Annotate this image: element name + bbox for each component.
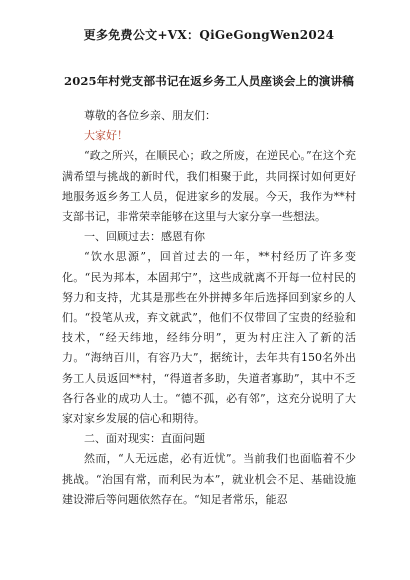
salutation: 尊敬的各位乡亲、朋友们： bbox=[84, 109, 216, 122]
paragraph-intro: “政之所兴，在顺民心；政之所废，在逆民心。”在这个充满希望与挑战的新时代，我们相聚于此，共同探讨如何更好地服务返乡务工人员，促进家乡的发展。今天，我作为**村支部书记，非常荣幸能够在这里与大家分享一些想法。 bbox=[62, 149, 356, 224]
document-title: 2025年村党支部书记在返乡务工人员座谈会上的演讲稿 bbox=[64, 74, 354, 88]
greeting: 大家好！ bbox=[84, 129, 128, 143]
section-heading-review: 一、回顾过去：感恩有你 bbox=[84, 230, 205, 244]
promo-banner: 更多免费公文+VX：QiGeGongWen2024 bbox=[83, 28, 335, 42]
section-heading-reality: 二、面对现实：直面问题 bbox=[84, 432, 205, 446]
paragraph-reality: 然而，“人无远虑，必有近忧”。当前我们也面临着不少挑战。“治国有常，而利民为本”，就业机会不足、基础设施建设滞后等问题依然存在。“知足者常乐，能忍 bbox=[62, 452, 356, 506]
paragraph-review: “饮水思源”，回首过去的一年，**村经历了许多变化。“民为邦本，本固邦宁”，这些成就离不开每一位村民的努力和支持，尤其是那些在外拼搏多年后选择回到家乡的人们。“投笔从戎，弃文就武”，他们不仅带回了宝贵的经验和技术，“经天纬地，经纬分明”，更为村庄注入了新的活力。“海纳百川，有容乃大”，据统计，去年共有150名外出务工人员返回**村，“得道者多助，失道者寡助”，其中不乏各行各业的成功人士。“德不孤，必有邻”，这充分说明了大家对家乡发展的信心和期待。 bbox=[62, 250, 356, 426]
